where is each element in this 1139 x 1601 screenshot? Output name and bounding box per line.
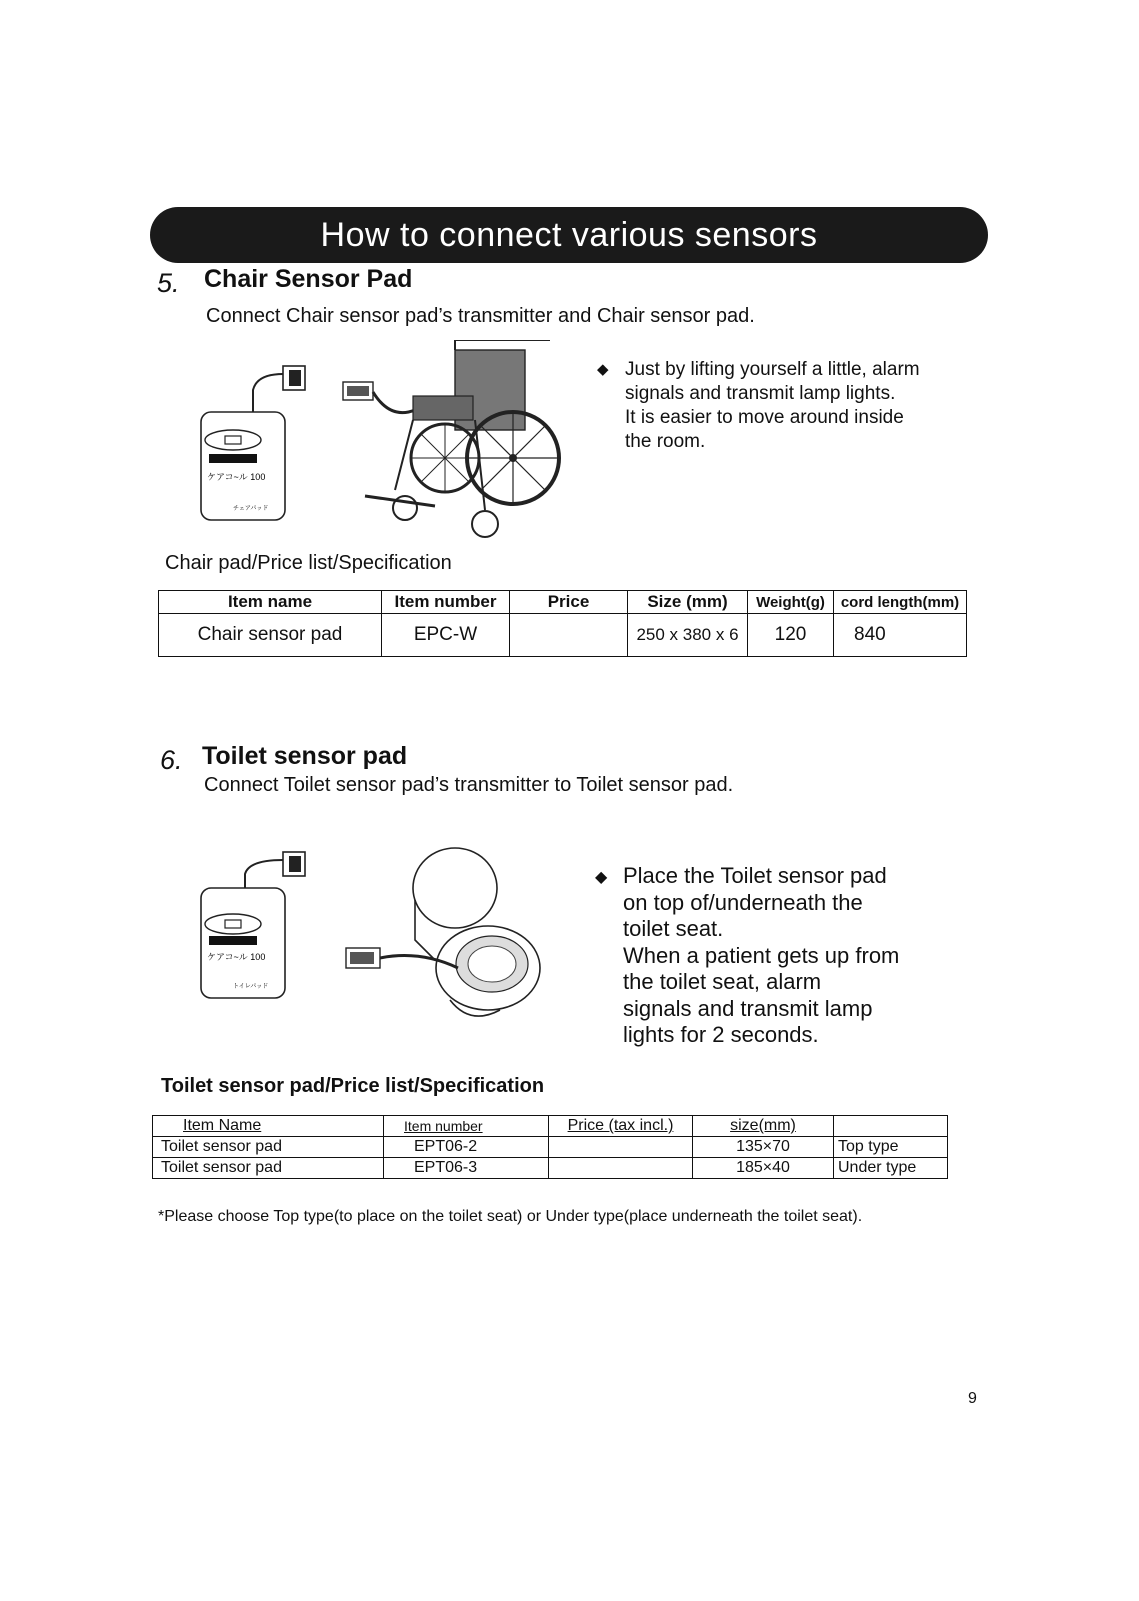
bullet-line: the room. [625, 431, 706, 452]
table-cell: EPT06-2 [384, 1137, 549, 1158]
bullet-line: on top of/underneath the [623, 889, 863, 915]
section5-number: 5. [157, 268, 180, 298]
table-header: Item Name [153, 1116, 384, 1137]
table-header: Item name [159, 591, 382, 614]
chair-table-caption: Chair pad/Price list/Specification [165, 552, 452, 574]
table-cell: Toilet sensor pad [153, 1137, 384, 1158]
table-header: Price [510, 591, 628, 614]
table-cell: 120 [748, 614, 834, 657]
table-cell [549, 1137, 693, 1158]
section6-number: 6. [160, 745, 183, 775]
table-cell: Top type [834, 1137, 948, 1158]
table-header: size(mm) [693, 1116, 834, 1137]
table-header-row [159, 591, 967, 614]
table-header: Item number [382, 591, 510, 614]
toilet-transmitter-illustration [195, 850, 325, 1010]
table-row [153, 1137, 948, 1158]
bullet-line: When a patient gets up from [623, 942, 900, 968]
table-cell: Under type [834, 1158, 948, 1179]
table-cell: Chair sensor pad [159, 614, 382, 657]
chair-spec-table [158, 590, 967, 657]
bullet-line: lights for 2 seconds. [623, 1022, 819, 1047]
bullet-line: It is easier to move around inside [625, 407, 904, 428]
bullet-line: signals and transmit lamp [623, 995, 873, 1021]
table-header: Size (mm) [628, 591, 748, 614]
page-number: 9 [968, 1390, 977, 1407]
table-cell: 250 x 380 x 6 [628, 614, 748, 657]
chair-transmitter-illustration [195, 360, 325, 530]
bullet-line: the toilet seat, alarm [623, 969, 822, 994]
table-row [153, 1158, 948, 1179]
toilet-device-sub: トイレパッド [233, 984, 269, 990]
table-header [834, 1116, 948, 1137]
banner-title: How to connect various sensors [320, 216, 818, 254]
section6-description: Connect Toilet sensor pad’s transmitter to Toilet sensor pad. [204, 774, 734, 796]
table-cell: EPT06-3 [384, 1158, 549, 1179]
table-cell [510, 614, 628, 657]
toilet-illustration [340, 840, 560, 1030]
diamond-bullet-icon: ◆ [595, 869, 608, 886]
table-header: cord length(mm) [834, 591, 967, 614]
table-cell: EPC-W [382, 614, 510, 657]
section-banner [150, 207, 988, 263]
bullet-line: signals and transmit lamp lights. [625, 383, 896, 404]
bullet-line: Place the Toilet sensor pad [623, 863, 887, 888]
section5-bullet [597, 358, 920, 454]
table-header: Item number [384, 1116, 549, 1137]
table-header: Weight(g) [748, 591, 834, 614]
section6-bullet [595, 863, 900, 1049]
toilet-table-caption: Toilet sensor pad/Price list/Specification [161, 1075, 545, 1097]
table-cell: 135×70 [693, 1137, 834, 1158]
table-cell [549, 1158, 693, 1179]
toilet-device-label: ケアコ~ル 100 [207, 952, 266, 962]
table-cell: Toilet sensor pad [153, 1158, 384, 1179]
section6-title: Toilet sensor pad [202, 742, 408, 770]
diamond-bullet-icon: ◆ [597, 361, 609, 378]
section5-title: Chair Sensor Pad [204, 265, 413, 293]
chair-device-sub: チェアパッド [233, 506, 269, 512]
wheelchair-illustration [335, 340, 575, 550]
toilet-spec-table [152, 1115, 948, 1179]
table-header-row [153, 1116, 948, 1137]
table-header: Price (tax incl.) [549, 1116, 693, 1137]
section5-description: Connect Chair sensor pad’s transmitter and Chair sensor pad. [206, 305, 755, 327]
bullet-line: Just by lifting yourself a little, alarm [625, 359, 920, 380]
chair-device-label: ケアコ~ル 100 [207, 472, 266, 482]
bullet-line: toilet seat. [623, 916, 724, 941]
table-row [159, 614, 967, 657]
footnote: *Please choose Top type(to place on the toilet seat) or Under type(place underneath the toilet seat). [158, 1208, 863, 1225]
table-cell: 840 [834, 614, 967, 657]
table-cell: 185×40 [693, 1158, 834, 1179]
